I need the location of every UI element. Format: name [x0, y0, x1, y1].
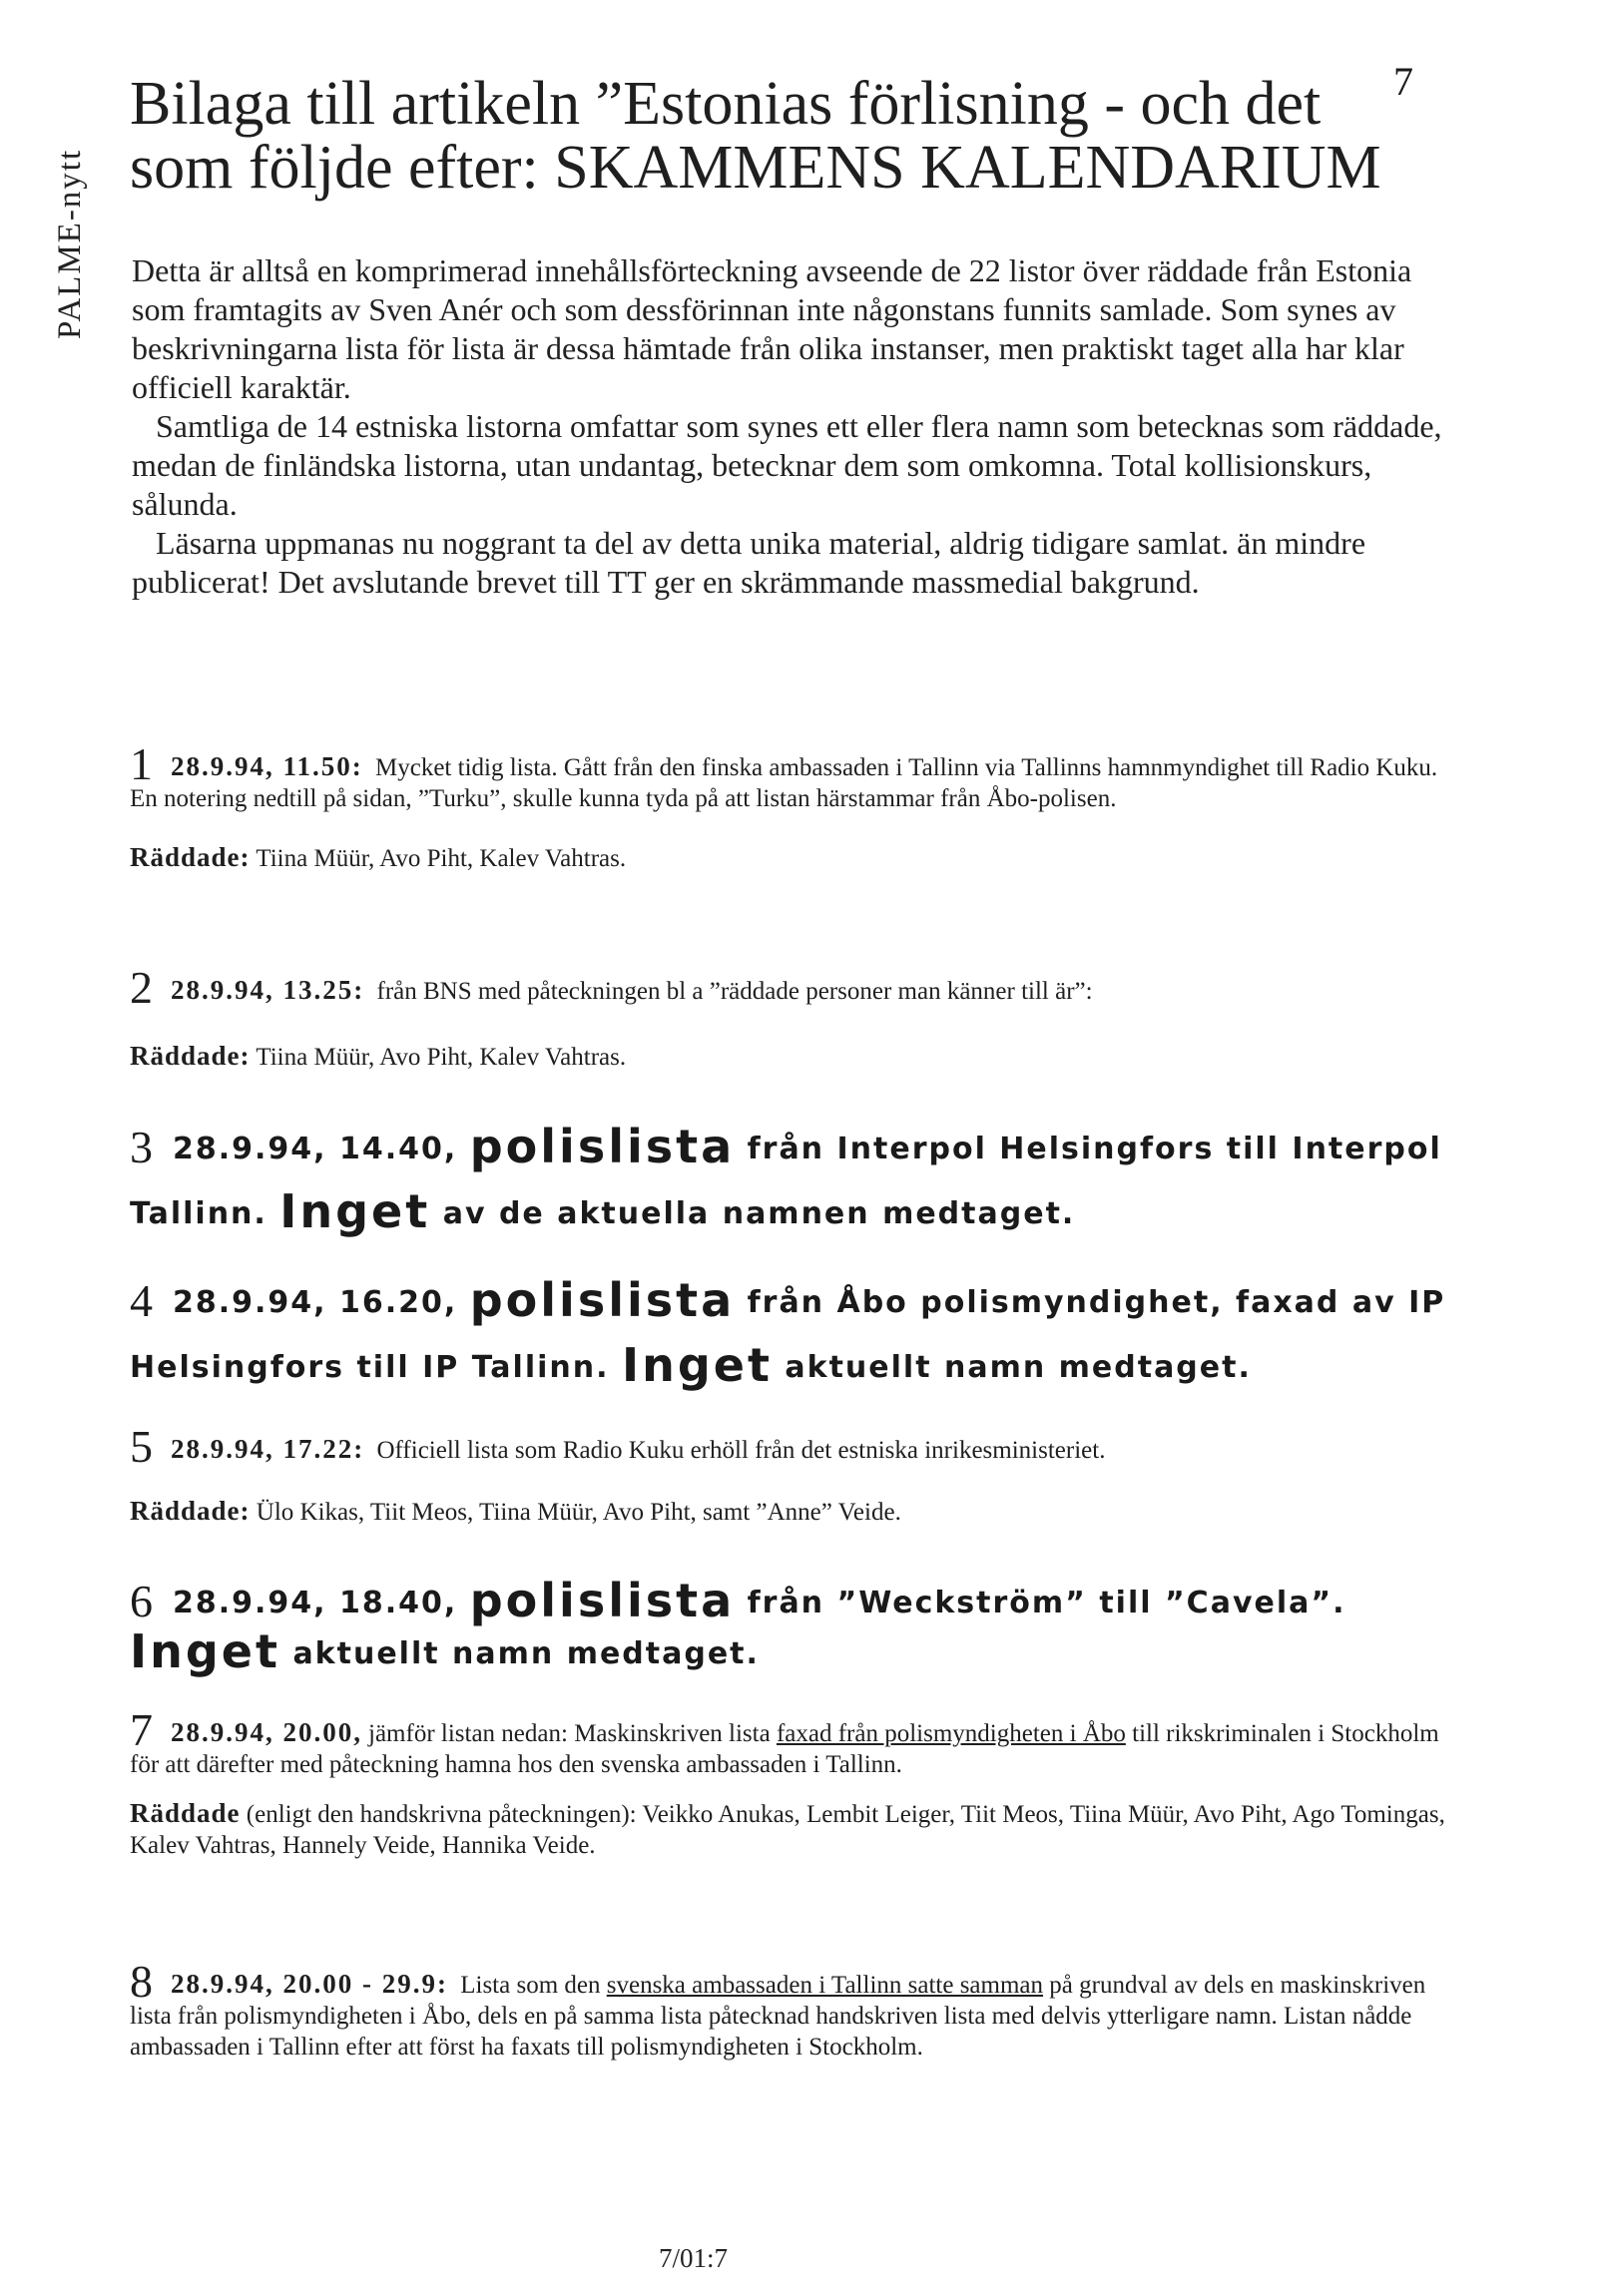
entry-5-description — [130, 1421, 1457, 1472]
list-entry-7 — [130, 1704, 1457, 1861]
entry-5-rescued — [130, 1496, 1457, 1528]
entry-text-end: aktuellt namn medtaget. — [292, 1636, 760, 1671]
entry-number: 6 — [130, 1576, 155, 1626]
entry-date: 28.9.94, 13.25: — [171, 975, 365, 1005]
entry-text-end: av de aktuella namnen medtaget. — [442, 1196, 1076, 1231]
entry-text: Lista som den — [460, 1972, 601, 1999]
rescued-names: Tiina Müür, Avo Piht, Kalev Vahtras. — [256, 1044, 627, 1071]
entry-number: 7 — [130, 1704, 153, 1755]
entry-inget: Inget — [621, 1338, 773, 1392]
entry-inget: Inget — [130, 1624, 280, 1678]
entry-keyword: polislista — [469, 1120, 736, 1173]
rescued-names: Ülo Kikas, Tiit Meos, Tiina Müür, Avo Piht, samt ”Anne” Veide. — [256, 1499, 901, 1526]
entry-date: 28.9.94, 20.00, — [171, 1717, 362, 1747]
list-entry-8 — [130, 1956, 1457, 2063]
list-entry-2 — [130, 962, 1457, 1073]
entry-date: 28.9.94, 20.00 - 29.9: — [171, 1969, 448, 1999]
rescued-label: Räddade: — [130, 1041, 251, 1071]
entry-date: 28.9.94, 16.20, — [173, 1285, 458, 1320]
entry-text: jämför listan nedan: Maskinskriven lista — [368, 1720, 771, 1747]
entry-date: 28.9.94, 11.50: — [171, 751, 363, 781]
page-title — [130, 72, 1427, 200]
rescued-names: Tiina Müür, Avo Piht, Kalev Vahtras. — [256, 845, 627, 872]
entry-text-rest: på grundval av dels en maskinskriven lista från polismyndigheten i Åbo, dels en på samma lista påtecknad handskriven lista med delvis ytterligare namn. Listan nådde ambassaden i Tallinn efter att först ha faxats till polismyndigheten i Stockholm. — [130, 1972, 1426, 2061]
entry-1-rescued — [130, 842, 1457, 874]
rescued-label: Räddade — [130, 1798, 241, 1828]
entry-7-description — [130, 1704, 1457, 1780]
entry-number: 5 — [130, 1421, 153, 1472]
list-entry-3 — [130, 1116, 1457, 1245]
entry-number: 1 — [130, 738, 153, 789]
entry-7-rescued — [130, 1798, 1457, 1861]
entry-text-rest: till rikskriminalen i Stockholm för att därefter med påteckning hamna hos den svenska ambassaden i Tallinn. — [130, 1720, 1439, 1778]
entry-number: 2 — [130, 962, 153, 1013]
list-entry-1 — [130, 738, 1457, 874]
entry-date: 28.9.94, 18.40, — [173, 1586, 458, 1620]
rescued-label: Räddade: — [130, 842, 251, 872]
intro-paragraph-2: Samtliga de 14 estniska listorna omfattar som synes ett eller flera namn som betecknas som räddade, medan de finländska listorna, utan undantag, betecknar dem som omkomna. Total kollisionskurs, sålunda. — [132, 408, 1442, 522]
entry-number: 3 — [130, 1122, 155, 1172]
entry-2-description — [130, 962, 1457, 1013]
title-line-2: som följde efter: SKAMMENS KALENDARIUM — [130, 134, 1381, 202]
entry-keyword: polislista — [469, 1273, 736, 1327]
list-entry-6 — [130, 1574, 1457, 1678]
entry-text: från ”Weckström” till ”Cavela”. — [747, 1586, 1346, 1620]
entry-text: från Åbo polismyndighet, faxad av IP Helsingfors till IP Tallinn. — [130, 1285, 1446, 1385]
entry-number: 4 — [130, 1275, 155, 1326]
entry-number: 8 — [130, 1956, 153, 2007]
entry-text-end: aktuellt namn medtaget. — [785, 1350, 1252, 1385]
intro-paragraph-1: Detta är alltså en komprimerad innehållsförteckning avseende de 22 listor över räddade från Estonia som framtagits av Sven Anér och som dessförinnan inte någonstans funnits samlade. Som synes av beskrivningarna lista för lista är dessa hämtade från olika instanser, men praktiskt taget alla har klar officiell karaktär. — [132, 252, 1412, 405]
rescued-names: (enligt den handskrivna påteckningen): Veikko Anukas, Lembit Leiger, Tiit Meos, Tiina Müür, Avo Piht, Ago Tomingas, Kalev Vahtras, Hannely Veide, Hannika Veide. — [130, 1801, 1445, 1859]
page-footer: 7/01:7 — [659, 2243, 729, 2273]
entry-text: från Interpol Helsingfors till Interpol Tallinn. — [130, 1132, 1442, 1231]
entry-text: från BNS med påteckningen bl a ”räddade personer man känner till är”: — [376, 978, 1093, 1005]
rescued-label: Räddade: — [130, 1496, 251, 1526]
entry-keyword: polislista — [469, 1574, 736, 1627]
entry-inget: Inget — [279, 1184, 431, 1238]
entry-text-underlined: faxad från polismyndigheten i Åbo — [776, 1720, 1126, 1747]
entry-text: Mycket tidig lista. Gått från den finska ambassaden i Tallinn via Tallinns hamnmyndighet till Radio Kuku. En notering nedtill på sidan, ”Turku”, skulle kunna tyda på att listan härstammar från Åbo-polisen. — [130, 754, 1438, 812]
intro-paragraph-3: Läsarna uppmanas nu noggrant ta del av detta unika material, aldrig tidigare samlat. än mindre publicerat! Det avslutande brevet till TT ger en skrämmande massmedial bakgrund. — [132, 525, 1366, 600]
list-entry-5 — [130, 1421, 1457, 1528]
entry-text-underlined: svenska ambassaden i Tallinn satte samman — [606, 1972, 1044, 1999]
entry-1-description — [130, 738, 1457, 814]
title-line-1: Bilaga till artikeln ”Estonias förlisning - och det — [130, 70, 1322, 138]
page-number: 7 — [1393, 59, 1413, 104]
entry-text: Officiell lista som Radio Kuku erhöll från det estniska inrikesministeriet. — [376, 1437, 1106, 1464]
intro-text — [132, 251, 1469, 602]
entry-date: 28.9.94, 14.40, — [173, 1132, 458, 1166]
entry-date: 28.9.94, 17.22: — [171, 1434, 365, 1464]
side-label: PALME-nytt — [52, 148, 88, 339]
entry-2-rescued — [130, 1041, 1457, 1073]
list-entry-4 — [130, 1269, 1457, 1399]
